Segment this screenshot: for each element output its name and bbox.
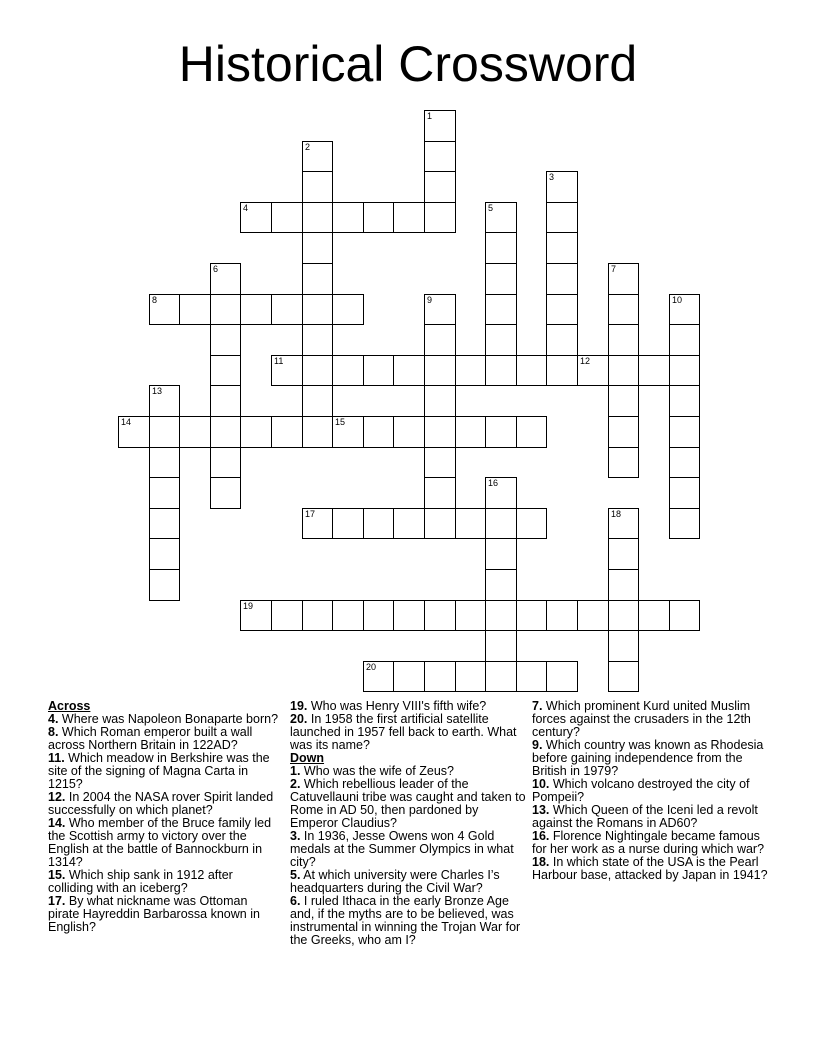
grid-cell[interactable] [149,477,180,509]
clue-number: 3. [290,829,301,843]
clue-number: 1 [427,111,433,121]
clue-text: Which volcano destroyed the city of Pompeii? [532,777,750,804]
grid-cell[interactable] [516,355,547,386]
grid-cell[interactable] [210,447,241,478]
grid-cell[interactable] [302,294,333,325]
grid-cell[interactable] [302,324,333,356]
grid-cell[interactable] [302,171,333,203]
grid-cell[interactable] [608,263,639,295]
grid-cell[interactable] [485,661,517,692]
across-clue [48,726,280,752]
grid-cell[interactable] [669,355,700,386]
clue-number: 18. [532,855,550,869]
clue-text: Who was the wife of Zeus? [300,764,454,778]
grid-cell[interactable] [240,294,272,325]
clue-text: Which ship sank in 1912 after colliding with an iceberg? [48,868,233,895]
clue-number: 16. [532,829,550,843]
grid-cell[interactable] [118,416,150,448]
clue-number: 6 [213,264,219,274]
grid-cell[interactable] [546,324,578,356]
grid-cell[interactable] [271,294,303,325]
grid-cell[interactable] [179,294,211,325]
clue-number: 20 [366,662,377,672]
grid-cell[interactable] [332,202,364,233]
grid-cell[interactable] [455,600,486,631]
across-clue [48,791,280,817]
across-clue [48,752,280,791]
grid-cell[interactable] [302,232,333,264]
clue-text: Which Roman emperor built a wall across Northern Britain in 122AD? [48,725,253,752]
grid-cell[interactable] [546,263,578,295]
grid-cell[interactable] [210,263,241,295]
clue-number: 2 [305,142,311,152]
clue-number: 14 [121,417,132,427]
down-clue [532,804,768,830]
grid-cell[interactable] [485,538,517,570]
grid-cell[interactable] [149,416,180,448]
grid-cell[interactable] [485,324,517,356]
grid-cell[interactable] [546,171,578,203]
clue-text: Which rebellious leader of the Catuvellauni tribe was caught and taken to Rome in AD 50, then pardoned by Emperor Claudius? [290,777,526,830]
grid-cell[interactable] [485,508,517,539]
grid-cell[interactable] [669,447,700,478]
grid-cell[interactable] [271,600,303,631]
grid-cell[interactable] [546,600,578,631]
clue-number: 11 [274,356,284,366]
grid-cell[interactable] [424,416,456,448]
grid-cell[interactable] [485,355,517,386]
clue-number: 12. [48,790,66,804]
clue-number: 8 [152,295,158,305]
grid-cell[interactable] [424,171,456,203]
grid-cell[interactable] [149,569,180,601]
down-heading: Down [290,751,325,765]
across-clue [48,869,280,895]
clue-text: In 2004 the NASA rover Spirit landed successfully on which planet? [48,790,274,817]
grid-cell[interactable] [424,477,456,509]
grid-cell[interactable] [302,141,333,172]
grid-cell[interactable] [608,294,639,325]
grid-cell[interactable] [608,385,639,417]
grid-cell[interactable] [669,294,700,325]
clue-number: 4. [48,712,59,726]
grid-cell[interactable] [332,600,364,631]
clue-text: At which university were Charles I’s headquarters during the Civil War? [290,868,500,895]
across-clue [48,817,280,869]
clue-text: Who was Henry VIII's fifth wife? [307,699,487,713]
grid-cell[interactable] [485,600,517,631]
grid-cell[interactable] [546,232,578,264]
grid-cell[interactable] [424,661,456,692]
clue-column-3 [532,700,768,882]
clue-text: In 1958 the first artificial satellite launched in 1957 fell back to earth. What was its name? [290,712,517,752]
grid-cell[interactable] [302,416,333,448]
clue-text: I ruled Ithaca in the early Bronze Age and, if the myths are to be believed, was instrumental in winning the Trojan War for the Greeks, who am I? [290,894,521,947]
clue-number: 3 [549,172,555,182]
grid-cell[interactable] [669,324,700,356]
grid-cell[interactable] [149,508,180,539]
grid-cell[interactable] [424,294,456,325]
grid-cell[interactable] [149,447,180,478]
grid-cell[interactable] [149,294,180,325]
grid-cell[interactable] [424,385,456,417]
grid-cell[interactable] [393,661,425,692]
clue-text: Florence Nightingale became famous for her work as a nurse during which war? [532,829,765,856]
grid-cell[interactable] [577,600,609,631]
grid-cell[interactable] [210,477,241,509]
grid-cell[interactable] [424,600,456,631]
across-clue [290,713,528,752]
grid-cell[interactable] [149,385,180,417]
clue-text: Which Queen of the Iceni led a revolt against the Romans in AD60? [532,803,758,830]
grid-cell[interactable] [302,385,333,417]
grid-cell[interactable] [424,141,456,172]
grid-cell[interactable] [240,202,272,233]
down-clue [532,700,768,739]
grid-cell[interactable] [332,508,364,539]
grid-cell[interactable] [546,202,578,233]
clue-number: 11. [48,751,65,765]
down-clue [532,830,768,856]
clue-text: By what nickname was Ottoman pirate Hayreddin Barbarossa known in English? [48,894,260,934]
grid-cell[interactable] [271,202,303,233]
grid-cell[interactable] [669,477,700,509]
grid-cell[interactable] [455,508,486,539]
grid-cell[interactable] [669,385,700,417]
grid-cell[interactable] [608,661,639,692]
grid-cell[interactable] [363,416,394,448]
grid-cell[interactable] [363,508,394,539]
clue-number: 13 [152,386,163,396]
grid-cell[interactable] [332,294,364,325]
clue-number: 15. [48,868,66,882]
grid-cell[interactable] [424,447,456,478]
clue-number: 9. [532,738,543,752]
clue-number: 19 [243,601,254,611]
clue-number: 12 [580,356,591,366]
clue-text: Which country was known as Rhodesia before gaining independence from the British in 1979? [532,738,764,778]
grid-cell[interactable] [424,355,456,386]
clue-number: 9 [427,295,433,305]
grid-cell[interactable] [363,355,394,386]
grid-cell[interactable] [485,263,517,295]
down-clue [290,895,528,947]
grid-cell[interactable] [638,600,670,631]
clue-number: 17. [48,894,66,908]
grid-cell[interactable] [638,355,670,386]
grid-cell[interactable] [302,508,333,539]
clue-number: 14. [48,816,66,830]
grid-cell[interactable] [302,202,333,233]
clue-number: 5. [290,868,301,882]
grid-cell[interactable] [669,508,700,539]
grid-cell[interactable] [302,263,333,295]
grid-cell[interactable] [210,355,241,386]
grid-cell[interactable] [210,294,241,325]
grid-cell[interactable] [179,416,211,448]
down-clue [290,830,528,869]
grid-cell[interactable] [608,538,639,570]
grid-cell[interactable] [608,355,639,386]
clue-number: 5 [488,203,494,213]
grid-cell[interactable] [485,202,517,233]
clue-number: 8. [48,725,59,739]
grid-cell[interactable] [302,600,333,631]
grid-cell[interactable] [577,355,609,386]
grid-cell[interactable] [393,355,425,386]
grid-cell[interactable] [485,294,517,325]
down-clue [532,778,768,804]
clue-number: 19. [290,699,308,713]
grid-cell[interactable] [608,416,639,448]
down-clue [290,778,528,830]
grid-cell[interactable] [608,508,639,539]
grid-cell[interactable] [608,447,639,478]
grid-cell[interactable] [393,508,425,539]
grid-cell[interactable] [424,508,456,539]
grid-cell[interactable] [608,630,639,662]
grid-cell[interactable] [210,385,241,417]
clue-number: 20. [290,712,308,726]
grid-cell[interactable] [485,232,517,264]
grid-cell[interactable] [271,416,303,448]
grid-cell[interactable] [485,630,517,662]
grid-cell[interactable] [424,202,456,233]
clue-number: 1. [290,764,301,778]
clue-number: 10 [672,295,683,305]
clue-number: 7 [611,264,617,274]
grid-cell[interactable] [455,355,486,386]
page-title: Historical Crossword [178,36,638,92]
grid-cell[interactable] [210,416,241,448]
grid-cell[interactable] [516,600,547,631]
grid-cell[interactable] [393,600,425,631]
grid-cell[interactable] [332,355,364,386]
down-clue [532,856,768,882]
clue-text: Which prominent Kurd united Muslim forces against the crusaders in the 12th century? [532,699,751,739]
grid-cell[interactable] [393,416,425,448]
clue-text: Which meadow in Berkshire was the site of the signing of Magna Carta in 1215? [48,751,270,791]
grid-cell[interactable] [332,416,364,448]
clue-number: 17 [305,509,316,519]
clue-text: Where was Napoleon Bonaparte born? [58,712,279,726]
grid-cell[interactable] [363,202,394,233]
grid-cell[interactable] [363,600,394,631]
clue-number: 16 [488,478,499,488]
clue-text: Who member of the Bruce family led the Scottish army to victory over the English at the battle of Bannockburn in 1314? [48,816,272,869]
grid-cell[interactable] [669,416,700,448]
grid-cell[interactable] [516,416,547,448]
grid-cell[interactable] [240,416,272,448]
clue-number: 18 [611,509,622,519]
grid-cell[interactable] [455,416,486,448]
grid-cell[interactable] [485,569,517,601]
grid-cell[interactable] [608,324,639,356]
grid-cell[interactable] [608,569,639,601]
clue-number: 10. [532,777,550,791]
grid-cell[interactable] [210,324,241,356]
grid-cell[interactable] [485,477,517,509]
down-clue [290,869,528,895]
grid-cell[interactable] [608,600,639,631]
clue-number: 6. [290,894,301,908]
grid-cell[interactable] [669,600,700,631]
down-clue [532,739,768,778]
across-heading: Across [48,699,91,713]
clue-number: 7. [532,699,543,713]
grid-cell[interactable] [302,355,333,386]
grid-cell[interactable] [546,294,578,325]
clue-number: 4 [243,203,249,213]
across-clue [48,895,280,934]
clue-number: 13. [532,803,550,817]
grid-cell[interactable] [240,600,272,631]
clue-number: 2. [290,777,301,791]
grid-cell[interactable] [455,661,486,692]
grid-cell[interactable] [363,661,394,692]
grid-cell[interactable] [393,202,425,233]
grid-cell[interactable] [516,508,547,539]
grid-cell[interactable] [516,661,547,692]
clue-text: In which state of the USA is the Pearl Harbour base, attacked by Japan in 1941? [532,855,768,882]
clue-number: 15 [335,417,346,427]
grid-cell[interactable] [485,416,517,448]
grid-cell[interactable] [546,661,578,692]
grid-cell[interactable] [424,324,456,356]
clue-column-1 [48,700,280,934]
clue-column-2 [290,700,528,947]
grid-cell[interactable] [149,538,180,570]
clue-text: In 1936, Jesse Owens won 4 Gold medals at the Summer Olympics in what city? [290,829,514,869]
grid-cell[interactable] [271,355,303,386]
grid-cell[interactable] [546,355,578,386]
grid-cell[interactable] [424,110,456,142]
